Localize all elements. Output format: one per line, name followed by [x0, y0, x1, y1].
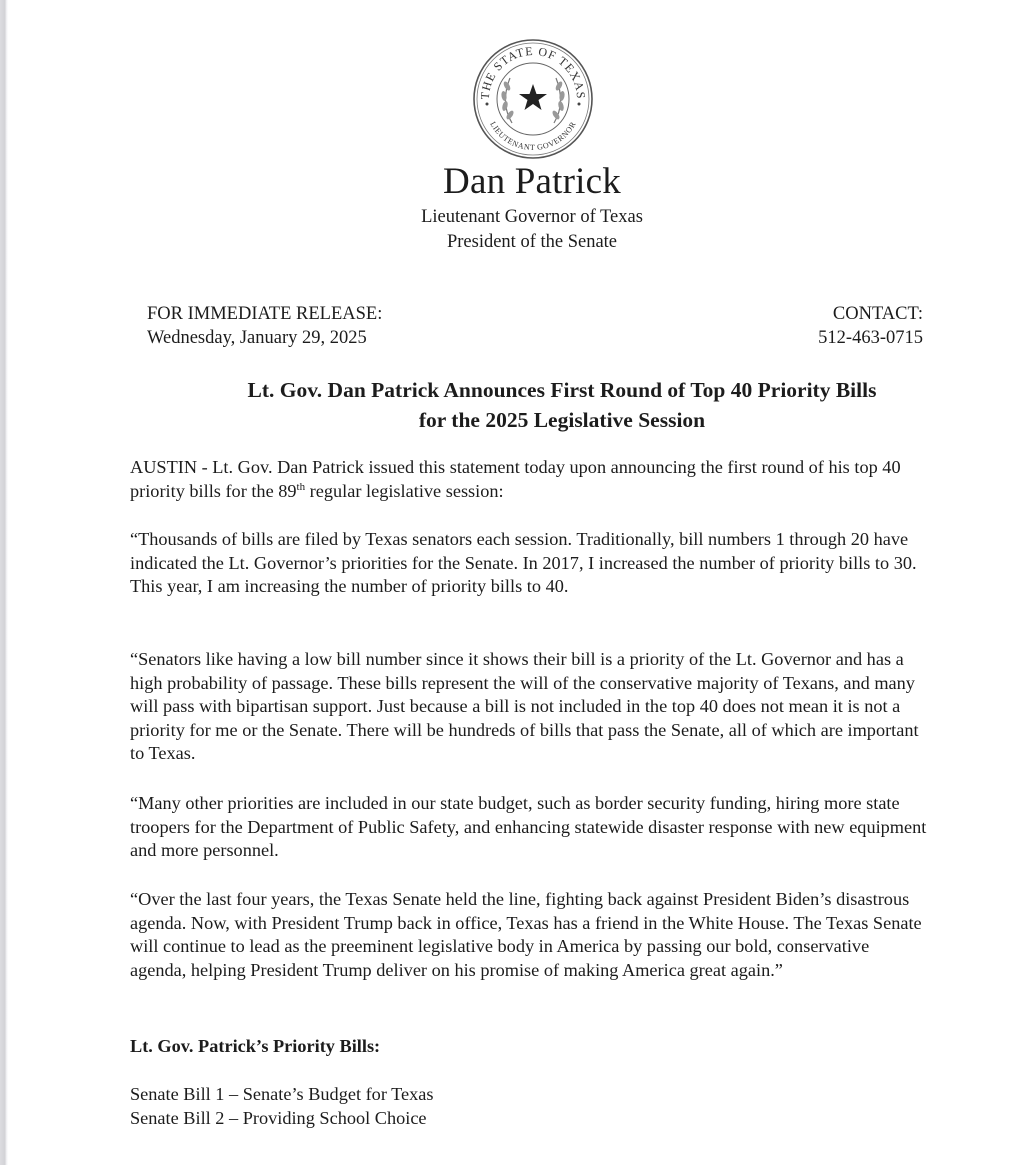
intro-text: AUSTIN - Lt. Gov. Dan Patrick issued this statement today upon announcing the first round of his top 40 priority bills for the 89 — [130, 457, 901, 501]
contact-label: CONTACT: — [832, 304, 923, 324]
svg-text:LIEUTENANT GOVERNOR — [488, 120, 578, 152]
seal-bottom-text: LIEUTENANT GOVERNOR — [488, 119, 578, 153]
release-date: Wednesday, January 29, 2025 — [147, 328, 367, 348]
bill-item: Senate Bill 1 – Senate’s Budget for Texas — [130, 1084, 434, 1104]
quote-paragraph: “Over the last four years, the Texas Senate held the line, fighting back against President Biden’s disastrous agenda. Now, with President Trump back in office, Texas has a friend in the White House. The Texas Senate will continue to lead as the preeminent legislative body in America by passing our bold, conservative agenda, helping President Trump deliver on his promise of making America great again.” — [130, 889, 922, 980]
bill-item: Senate Bill 2 – Providing School Choice — [130, 1107, 427, 1128]
headline-line-1: Lt. Gov. Dan Patrick Announces First Round of Top 40 Priority Bills — [247, 378, 877, 402]
contact-phone: 512-463-0715 — [818, 328, 923, 348]
official-role: President of the Senate — [446, 232, 618, 252]
intro-text-end: regular legislative session: — [305, 480, 504, 501]
quote-paragraph: “Many other priorities are included in our state budget, such as border security funding, hiring more state troopers for the Department of Public Safety, and enhancing statewide disaster response with new equipment and more personnel. — [130, 793, 927, 860]
headline — [60, 375, 1032, 435]
release-label: FOR IMMEDIATE RELEASE: — [147, 304, 383, 324]
seal-top-text: THE STATE OF TEXAS — [477, 43, 589, 100]
headline-line-2: for the 2025 Legislative Session — [418, 408, 706, 432]
release-info — [147, 302, 382, 350]
contact-info — [818, 302, 923, 350]
official-name: Dan Patrick — [443, 161, 621, 202]
priority-bills-heading: Lt. Gov. Patrick’s Priority Bills: — [130, 1036, 381, 1056]
state-seal-icon — [472, 38, 594, 160]
quote-paragraph: “Thousands of bills are filed by Texas senators each session. Traditionally, bill numbers 1 through 20 have indicated the Lt. Governor’s priorities for the Senate. In 2017, I increased the number of priority bills to 30. This year, I am increasing the number of priority bills to 40. — [130, 529, 917, 596]
quote-paragraph: “Senators like having a low bill number since it shows their bill is a priority of the Lt. Governor and has a high probability of passage. These bills represent the will of the conservative majority of Texans, and many will pass with bipartisan support. Just because a bill is not included in the top 40 does not mean it is not a priority for me or the Senate. There will be hundreds of bills that pass the Senate, all of which are important to Texas. — [130, 649, 919, 763]
intro-paragraph — [130, 456, 930, 503]
ordinal-suffix: th — [296, 480, 306, 493]
priority-bills-list — [130, 1083, 434, 1130]
official-title: Lieutenant Governor of Texas — [421, 207, 643, 227]
